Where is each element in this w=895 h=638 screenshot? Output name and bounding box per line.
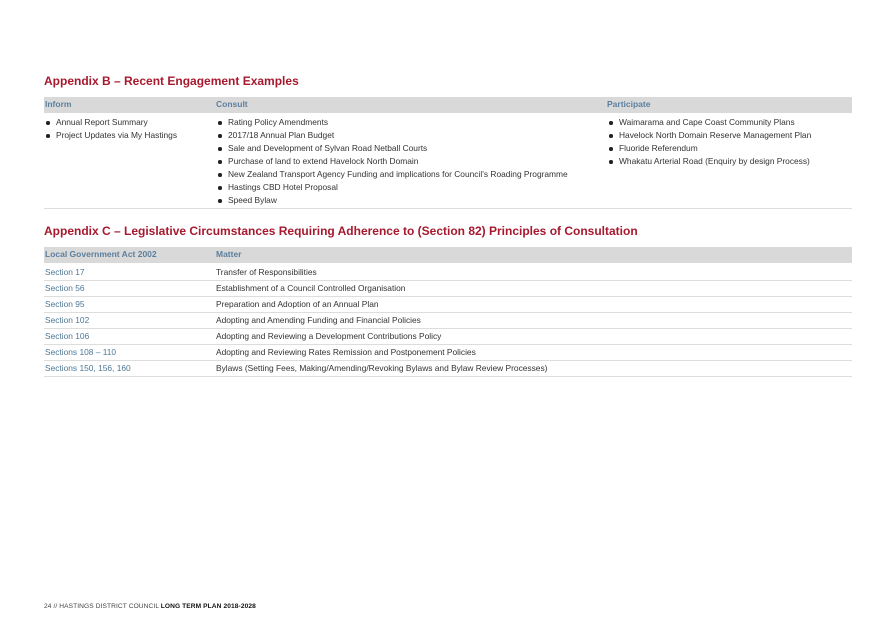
header-inform: Inform xyxy=(45,99,72,109)
list-item: Waimarama and Cape Coast Community Plans xyxy=(607,116,811,129)
table-row xyxy=(44,328,852,345)
appendix-b-header-row xyxy=(44,97,852,113)
list-item: Purchase of land to extend Havelock North Domain xyxy=(216,155,568,168)
header-consult: Consult xyxy=(216,99,248,109)
consult-list xyxy=(216,116,568,207)
table-row xyxy=(44,264,852,281)
appendix-c-header-row xyxy=(44,247,852,263)
table-row xyxy=(44,344,852,361)
section-cell: Section 17 xyxy=(45,267,85,277)
matter-cell: Preparation and Adoption of an Annual Plan xyxy=(216,299,379,309)
list-item: Rating Policy Amendments xyxy=(216,116,568,129)
page-footer xyxy=(44,603,256,610)
table-row xyxy=(44,360,852,377)
section-cell: Section 106 xyxy=(45,331,90,341)
inform-list xyxy=(44,116,177,142)
appendix-b-title: Appendix B – Recent Engagement Examples xyxy=(44,74,299,88)
matter-cell: Transfer of Responsibilities xyxy=(216,267,317,277)
footer-doc-title: LONG TERM PLAN 2018-2028 xyxy=(160,603,256,610)
participate-list xyxy=(607,116,811,168)
list-item: Speed Bylaw xyxy=(216,194,568,207)
matter-cell: Establishment of a Council Controlled Organisation xyxy=(216,283,406,293)
appendix-b-divider xyxy=(44,208,852,209)
matter-cell: Adopting and Reviewing Rates Remission and Postponement Policies xyxy=(216,347,476,357)
section-cell: Sections 108 – 110 xyxy=(45,347,117,357)
section-cell: Section 56 xyxy=(45,283,85,293)
section-cell: Section 95 xyxy=(45,299,85,309)
header-matter: Matter xyxy=(216,249,242,259)
list-item: Hastings CBD Hotel Proposal xyxy=(216,181,568,194)
matter-cell: Adopting and Amending Funding and Financial Policies xyxy=(216,315,421,325)
matter-cell: Adopting and Reviewing a Development Contributions Policy xyxy=(216,331,442,341)
table-row xyxy=(44,312,852,329)
section-cell: Sections 150, 156, 160 xyxy=(45,363,131,373)
list-item: Fluoride Referendum xyxy=(607,142,811,155)
header-participate: Participate xyxy=(607,99,651,109)
table-row xyxy=(44,280,852,297)
section-cell: Section 102 xyxy=(45,315,90,325)
list-item: Project Updates via My Hastings xyxy=(44,129,177,142)
list-item: Sale and Development of Sylvan Road Netball Courts xyxy=(216,142,568,155)
appendix-c-title: Appendix C – Legislative Circumstances Requiring Adherence to (Section 82) Principles of Consultation xyxy=(44,224,638,238)
matter-cell: Bylaws (Setting Fees, Making/Amending/Revoking Bylaws and Bylaw Review Processes) xyxy=(216,363,548,373)
table-row xyxy=(44,296,852,313)
list-item: 2017/18 Annual Plan Budget xyxy=(216,129,568,142)
list-item: New Zealand Transport Agency Funding and implications for Council’s Roading Programme xyxy=(216,168,568,181)
list-item: Havelock North Domain Reserve Management Plan xyxy=(607,129,811,142)
header-act: Local Government Act 2002 xyxy=(45,249,157,259)
list-item: Annual Report Summary xyxy=(44,116,177,129)
list-item: Whakatu Arterial Road (Enquiry by design Process) xyxy=(607,155,811,168)
footer-prefix: 24 // HASTINGS DISTRICT COUNCIL xyxy=(44,603,161,610)
